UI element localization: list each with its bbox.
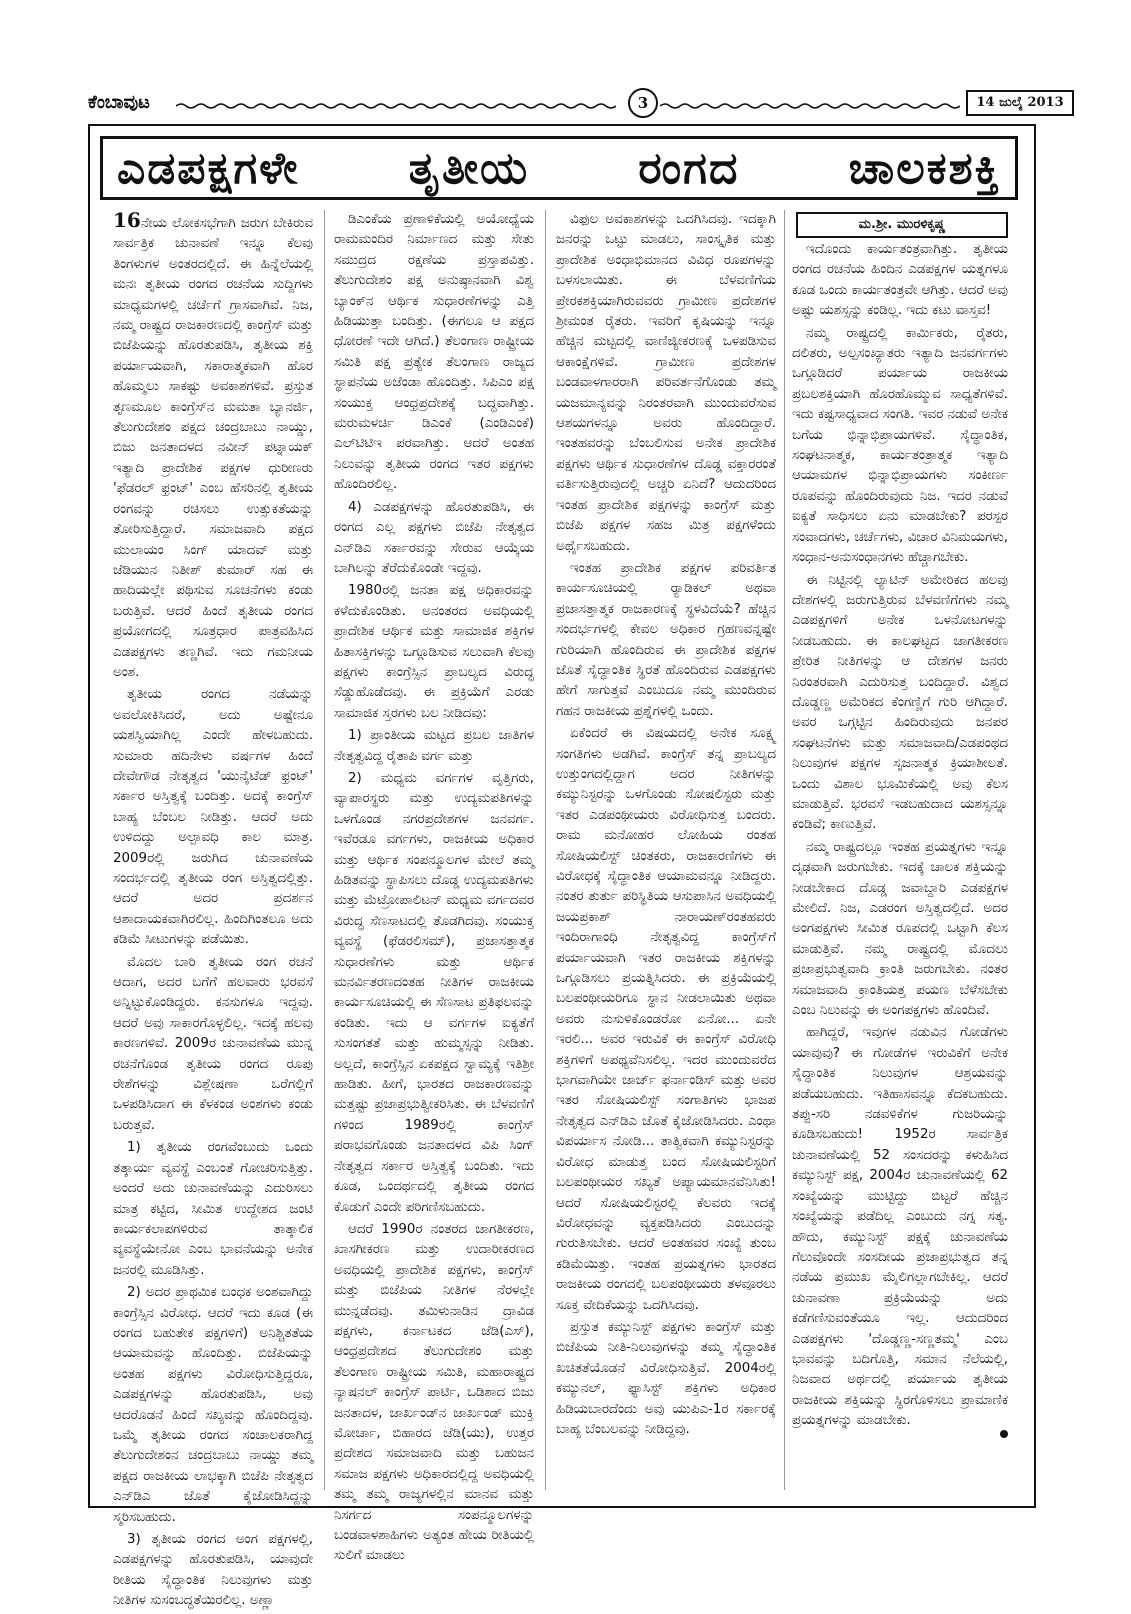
paragraph-text: 1) ಪ್ರಾಂತೀಯ ಮಟ್ಟದ ಪ್ರಬಲ ಜಾತಿಗಳ ನೇತೃತ್ವವಿದ್ದ ರೈತಾಪಿ ವರ್ಗ ಮತ್ತು [334,728,534,764]
article-paragraph [334,726,534,767]
paragraph-text: 1) ತೃತೀಯ ರಂಗವೆಂಬುದು ಒಂದು ತತ್ಕಾರ್ಯ ವ್ಯವಸ್ಥೆ ಎಂಬಂತೆ ಗೋಚರಿಸುತ್ತಿತ್ತು. ಅಂದರೆ ಅದು ಚುನಾವಣೆಯನ್ನು ಎದುರಿಸಲು ಮಾತ್ರ ಕಟ್ಟಿದ, ಸೀಮಿತ ಉದ್ದೇಶದ ಜಂಟಿ ಕಾರ್ಯಕಲಾಪಗಳಿರುವ ತಾತ್ಕಾಲಿಕ ವ್ಯವಸ್ಥೆಯೇನೋ ಎಂಬ ಭಾವನೆಯನ್ನು ಅನೇಕ ಜನರಲ್ಲಿ ಮೂಡಿಸಿತ್ತು. [113,1140,313,1278]
headline-word: ಚಾಲಕಶಕ್ತಿ [848,142,1001,194]
article-paragraph [556,559,776,722]
article-paragraph [556,1318,776,1440]
paragraph-text: ಇಂತಹ ಪ್ರಾದೇಶಿಕ ಪಕ್ಷಗಳ ಪರಿವರ್ತಿತ ಕಾರ್ಯಸೂಚಿಯಲ್ಲಿ ರ್‍ಯಾಡಿಕಲ್ ಅಥವಾ ಪ್ರಜಾಸತ್ತಾತ್ಮಕ ರಾಜಕಾರಣಕ್ಕೆ ಸ್ಥಳವಿದೆಯೆ? ಹೆಚ್ಚಿನ ಸಂದರ್ಭಗಳಲ್ಲಿ ಕೇವಲ ಅಧಿಕಾರ ಗ್ರಹಣವನ್ನಷ್ಟೇ ಗುರಿಯಾಗಿ ಹೊಂದಿರುವ ಈ ಪ್ರಾದೇಶಿಕ ಪಕ್ಷಗಳ ಜೊತೆ ಸೈದ್ಧಾಂತಿಕ ಸ್ಥಿರತೆ ಹೊಂದಿರುವ ಎಡಪಕ್ಷಗಳು ಹೇಗೆ ಸಾಗುತ್ತವೆ ಎಂಬುದೂ ನಮ್ಮ ಮುಂದಿರುವ ಗಹನ ರಾಜಕೀಯ ಪ್ರಶ್ನೆಗಳಲ್ಲಿ ಒಂದು. [556,560,776,719]
column-rule [324,210,325,1490]
article-paragraph [792,324,1008,569]
drop-cap: 16 [113,208,141,232]
article-paragraph [334,1220,534,1567]
article-end-mark [1000,1430,1008,1438]
masthead-wave-ornament [176,102,616,110]
masthead-wave-ornament-right [660,102,960,110]
paragraph-text: ಆದರೆ 1990ರ ನಂತರದ ಜಾಗತೀಕರಣ, ಖಾಸಗೀಕರಣ ಮತ್ತು ಉದಾರೀಕರಣದ ಅವಧಿಯಲ್ಲಿ ಪ್ರಾದೇಶಿಕ ಪಕ್ಷಗಳು, ಕಾಂಗ್ರೆಸ್ ಮತ್ತು ಬಿಜೆಪಿಯ ನೀತಿಗಳ ನೆರಳಲ್ಲೇ ಮುನ್ನಡೆದವು. ತಮಿಳುನಾಡಿನ ದ್ರಾವಿಡ ಪಕ್ಷಗಳು, ಕರ್ನಾಟಕದ ಜೆಡಿ(ಎಸ್), ಆಂಧ್ರಪ್ರದೇಶದ ತೆಲುಗುದೇಶಂ ಮತ್ತು ತೆಲಂಗಾಣ ರಾಷ್ಟ್ರೀಯ ಸಮಿತಿ, ಮಹಾರಾಷ್ಟ್ರದ ನ್ಯಾಷನಲ್ ಕಾಂಗ್ರೆಸ್ ಪಾರ್ಟಿ, ಒಡಿಶಾದ ಬಿಜು ಜನತಾದಳ, ಜಾರ್ಖಂಡ್‌ನ ಜಾರ್ಖಂಡ್ ಮುಕ್ತಿ ಮೋರ್ಚಾ, ಬಿಹಾರದ ಜೆಡಿ(ಯು), ಉತ್ತರ ಪ್ರದೇಶದ ಸಮಾಜವಾದಿ ಮತ್ತು ಬಹುಜನ ಸಮಾಜ ಪಕ್ಷಗಳು ಅಧಿಕಾರದಲ್ಲಿದ್ದ ಅವಧಿಯಲ್ಲಿ ತಮ್ಮ ತಮ್ಮ ರಾಜ್ಯಗಳಲ್ಲಿನ ಮಾನವ ಮತ್ತು ನಿಸರ್ಗದ ಸಂಪನ್ಮೂಲಗಳನ್ನು ಬಂಡವಾಳಶಾಹಿಗಳು ಅತ್ಯಂತ ಹೇಯ ರೀತಿಯಲ್ಲಿ ಸುಲಿಗೆ ಮಾಡಲು [334,1221,534,1564]
paragraph-text: ವಿಫುಲ ಅವಕಾಶಗಳನ್ನು ಒದಗಿಸಿದವು. ಇದಕ್ಕಾಗಿ ಜನರನ್ನು ಒಟ್ಟು ಮಾಡಲು, ಸಾಂಸ್ಕೃತಿಕ ಮತ್ತು ಪ್ರಾದೇಶಿಕ ಅಂಧಾಭಿಮಾನದ ವಿವಿಧ ರೂಪಗಳನ್ನು ಬಳಸಲಾಯಿತು. ಈ ಬೆಳವಣಿಗೆಯ ಪ್ರೇರಕಶಕ್ತಿಯಾಗಿರುವವರು ಗ್ರಾಮೀಣ ಪ್ರದೇಶಗಳ ಶ್ರೀಮಂತ ರೈತರು. ಇವರಿಗೆ ಕೃಷಿಯನ್ನು ಇನ್ನೂ ಹೆಚ್ಚಿನ ಮಟ್ಟದಲ್ಲಿ ವಾಣಿಜ್ಯೀಕರಣಕ್ಕೆ ಒಳಪಡಿಸುವ ಆಕಾಂಕ್ಷೆಗಳಿವೆ. ಗ್ರಾಮೀಣ ಪ್ರದೇಶಗಳ ಬಂಡವಾಳಗಾರರಾಗಿ ಪರಿವರ್ತನೆಗೊಂಡು ತಮ್ಮ ಯಜಮಾನ್ಯವನ್ನು ನಿರಂತರವಾಗಿ ಮುಂದುವರೆಸುವ ಆಶಯಗಳನ್ನೂ ಅವರು ಹೊಂದಿದ್ದಾರೆ. ಇಂತಹವರನ್ನು ಬೆಂಬಲಿಸುವ ಅನೇಕ ಪ್ರಾದೇಶಿಕ ಪಕ್ಷಗಳು ಆರ್ಥಿಕ ಸುಧಾರಣೆಗಳ ದೊಡ್ಡ ವಕ್ತಾರರಂತೆ ವರ್ತಿಸುತ್ತಿರುವುದಲ್ಲಿ ಅಚ್ಚರಿ ಏನಿದೆ? ಆದುದರಿಂದ ಇಂತಹ ಪ್ರಾದೇಶಿಕ ಪಕ್ಷಗಳನ್ನು ಕಾಂಗ್ರೆಸ್ ಮತ್ತು ಬಿಜೆಪಿ ಪಕ್ಷಗಳ ಸಹಜ ಮಿತ್ರ ಪಕ್ಷಗಳೆಂದು ಅರ್ಥೈಸಬಹುದು. [556,212,776,554]
paragraph-text: ತೃತೀಯ ರಂಗದ ನಡೆಯನ್ನು ಅವಲೋಕಿಸಿದರೆ, ಅದು ಅಷ್ಟೇನೂ ಯಶಸ್ವಿಯಾಗಿಲ್ಲ ಎಂದೇ ಹೇಳಬಹುದು. ಸುಮಾರು ಹದಿನೇಳು ವರ್ಷಗಳ ಹಿಂದೆ ದೇವೇಗೌಡ ನೇತೃತ್ವದ 'ಯುನೈಟೆಡ್ ಫ್ರಂಟ್' ಸರ್ಕಾರ ಅಸ್ತಿತ್ವಕ್ಕೆ ಬಂದಿತ್ತು. ಅದಕ್ಕೆ ಕಾಂಗ್ರೆಸ್ ಬಾಹ್ಯ ಬೆಂಬಲ ನೀಡಿತ್ತು. ಆದರೆ ಅದು ಉಳಿದದ್ದು ಅಲ್ಪಾವಧಿ ಕಾಲ ಮಾತ್ರ. 2009ರಲ್ಲಿ ಜರುಗಿದ ಚುನಾವಣೆಯ ಸಂದರ್ಭದಲ್ಲಿ ತೃತೀಯ ರಂಗ ಅಸ್ತಿತ್ವದಲ್ಲಿತ್ತು. ಆದರೆ ಅದರ ಪ್ರದರ್ಶನ ಆಶಾದಾಯಕವಾಗಿರಲಿಲ್ಲ. ಹಿಂದಿಗಿಂತಲೂ ಅದು ಕಡಿಮೆ ಸೀಟುಗಳನ್ನು ಪಡೆಯಿತು. [113,687,313,948]
paragraph-text: ಹಾಗಿದ್ದರೆ, ಇವುಗಳ ನಡುವಿನ ಗೋಡೆಗಳು ಯಾವುವು? ಈ ಗೋಡೆಗಳ ಇರುವಿಕೆಗೆ ಅನೇಕ ಸೈದ್ಧಾಂತಿಕ ನಿಲುವುಗಳ ಆಶ್ರಯವನ್ನು ಪಡೆಯಬಹುದು. ಇತಿಹಾಸವನ್ನೂ ಕೆದಕಬಹುದು. ತಪ್ಪು-ಸರಿ ನಡವಳಿಕೆಗಳ ಗುಜರಿಯನ್ನು ಕೂಡಿಸಬಹುದು! 1952ರ ಸಾರ್ವತ್ರಿಕ ಚುನಾವಣೆಯಲ್ಲಿ 52 ಸಂಸದರನ್ನು ಕಳುಹಿಸಿದ ಕಮ್ಯುನಿಸ್ಟ್ ಪಕ್ಷ, 2004ರ ಚುನಾವಣೆಯಲ್ಲಿ 62 ಸಂಖ್ಯೆಯನ್ನು ಮುಟ್ಟಿದ್ದು ಬಿಟ್ಟರೆ ಹೆಚ್ಚಿನ ಸಂಖ್ಯೆಯನ್ನು ಪಡೆದಿಲ್ಲ ಎಂಬುದು ನಗ್ನ ಸತ್ಯ. ಹೌದು, ಕಮ್ಯುನಿಸ್ಟ್ ಪಕ್ಷಕ್ಕೆ ಚುನಾವಣೆಯ ಗೆಲುವೊಂದೇ ಸಂಸದೀಯ ಪ್ರಜಾಪ್ರಭುತ್ವದ ತನ್ನ ನಡೆಯ ಪ್ರಮುಖ ಮೈಲಿಗಲ್ಲಾಗಬೇಕಿಲ್ಲ. ಆದರೆ ಚುನಾವಣಾ ಪ್ರಕ್ರಿಯೆಯನ್ನು ಅದು ಕಡೆಗಣಿಸುವಂತೆಯೂ ಇಲ್ಲ. ಆದುದರಿಂದ ಎಡಪಕ್ಷಗಳು 'ದೊಡ್ಡಣ್ಣ-ಸಣ್ಣತಮ್ಮ' ಎಂಬ ಭಾವವನ್ನು ಬದಿಗೊತ್ತಿ, ಸಮಾನ ನೆಲೆಯಲ್ಲಿ, ನಿಜವಾದ ಅರ್ಥದಲ್ಲಿ ಪರ್ಯಾಯ ತೃತೀಯ ರಾಜಕೀಯ ಶಕ್ತಿಯನ್ನು ಸ್ಥಿರಗೊಳಿಸಲು ಪ್ರಾಮಾಣಿಕ ಪ್ರಯತ್ನಗಳನ್ನು ಮಾಡಬೇಕು. [792,1025,1008,1429]
article-paragraph [334,498,534,580]
article-column-1 [113,210,313,1614]
article-paragraph [792,240,1008,322]
headline-word: ಎಡಪಕ್ಷಗಳೇ [117,142,300,194]
article-column-4 [792,240,1008,1434]
paragraph-text: ಮೊದಲ ಬಾರಿ ತೃತೀಯ ರಂಗ ರಚನೆ ಆದಾಗ, ಅದರ ಬಗೆಗೆ ಹಲವಾರು ಭರವಸೆ ಅನ್ನಿಟ್ಟುಕೊಂಡಿದ್ದರು. ಕನಸುಗಳೂ ಇದ್ದವು. ಆದರೆ ಅವು ಸಾಕಾರಗೊಳ್ಳಲಿಲ್ಲ. ಇದಕ್ಕೆ ಹಲವು ಕಾರಣಗಳಿವೆ. 2009ರ ಚುನಾವಣೆಯ ಮುನ್ನ ರಚನೆಗೊಂಡ ತೃತೀಯ ರಂಗದ ರೂಪು ರೇಶೆಗಳನ್ನು ವಿಶ್ಲೇಷಣಾ ಒರೆಗಲ್ಲಿಗೆ ಒಳಪಡಿಸಿದಾಗ ಈ ಕೆಳಕಂಡ ಅಂಶಗಳು ಕಂಡು ಬರುತ್ತವೆ. [113,954,313,1133]
paragraph-text: ನಮ್ಮ ರಾಷ್ಟ್ರದಲ್ಲಿ ಕಾರ್ಮಿಕರು, ರೈತರು, ದಲಿತರು, ಅಲ್ಪಸಂಖ್ಯಾತರು ಇತ್ಯಾದಿ ಜನವರ್ಗಗಳು ಒಗ್ಗೂಡಿದರೆ ಪರ್ಯಾಯ ರಾಜಕೀಯ ಪ್ರಬಲಶಕ್ತಿಯಾಗಿ ಹೊರಹೊಮ್ಮುವ ಸಾಧ್ಯತೆಗಳಿವೆ. ಇದು ಕಷ್ಟಸಾಧ್ಯವಾದ ಸಂಗತಿ. ಇವರ ನಡುವೆ ಅನೇಕ ಬಗೆಯ ಭಿನ್ನಾಭಿಪ್ರಾಯಗಳಿವೆ. ಸೈದ್ಧಾಂತಿಕ, ಸಂಘಟನಾತ್ಮಕ, ಕಾರ್ಯತಂತ್ರಾತ್ಮಕ ಇತ್ಯಾದಿ ಆಯಾಮಗಳ ಭಿನ್ನಾಭಿಪ್ರಾಯಗಳು ಸಂಕೀರ್ಣ ರೂಪವನ್ನು ಹೊಂದಿರುವುದು ನಿಜ. ಇದರ ನಡುವೆ ಐಕ್ಯತೆ ಸಾಧಿಸಲು ಏನು ಮಾಡಬೇಕು? ಪರಸ್ಪರ ಸಂವಾದಗಳು, ಚರ್ಚೆಗಳು, ವಿಚಾರ ವಿನಿಮಯಗಳು, ಸಂಧಾನ-ಅನುಸಂಧಾನಗಳು ಹೆಚ್ಚಾಗಬೇಕು. [792,325,1008,566]
article-paragraph [113,1283,313,1528]
article-paragraph [334,769,534,1218]
paragraph-text: 1980ರಲ್ಲಿ ಜನತಾ ಪಕ್ಷ ಅಧಿಕಾರವನ್ನು ಕಳೆದುಕೊಂಡಿತು. ಅನಂತರದ ಅವಧಿಯಲ್ಲಿ ಪ್ರಾದೇಶಿಕ ಆರ್ಥಿಕ ಮತ್ತು ಸಾಮಾಜಿಕ ಶಕ್ತಿಗಳ ಹಿತಾಸಕ್ತಿಗಳನ್ನು ಒಗ್ಗೂಡಿಸುವ ಸಲುವಾಗಿ ಕೆಲವು ಪಕ್ಷಗಳು ಕಾಂಗ್ರೆಸ್ಸಿನ ಪ್ರಾಬಲ್ಯದ ವಿರುದ್ಧ ಸೆಡ್ಡುಹೊಡೆದವು. ಈ ಪ್ರಕ್ರಿಯೆಗೆ ಎರಡು ಸಾಮಾಜಿಕ ಸ್ತರಗಳು ಬಲ ನೀಡಿದವು: [334,583,534,721]
article-headline [100,136,1018,200]
article-paragraph [792,571,1008,836]
page-number-badge: 3 [628,88,658,118]
paragraph-text: 3) ತೃತೀಯ ರಂಗದ ಅಂಗ ಪಕ್ಷಗಳಲ್ಲಿ, ಎಡಪಕ್ಷಗಳನ್ನು ಹೊರತುಪಡಿಸಿ, ಯಾವುದೇ ರೀತಿಯ ಸೈದ್ಧಾಂತಿಕ ನಿಲುವುಗಳು ಮತ್ತು ನೀತಿಗಳ ಸುಸಂಬದ್ಧತೆಯಿರಲಿಲ್ಲ. ಅಣ್ಣಾ [113,1532,313,1609]
paragraph-text: ಡಿಎಂಕೆಯ ಪ್ರಣಾಳಿಕೆಯಲ್ಲಿ ಅಯೋಧ್ಯೆಯ ರಾಮಮಂದಿರ ನಿರ್ಮಾಣದ ಮತ್ತು ಸೇತು ಸಮುದ್ರದ ರಕ್ಷಣೆಯ ಪ್ರಸ್ತಾಪವಿತ್ತು. ತೆಲುಗುದೇಶಂ ಪಕ್ಷ ಅನುಷ್ಠಾನವಾಗಿ ವಿಶ್ವ ಬ್ಯಾಂಕ್‌ನ ಆರ್ಥಿಕ ಸುಧಾರಣೆಗಳನ್ನು ಎತ್ತಿ ಹಿಡಿಯುತ್ತಾ ಬಂದಿತ್ತು. (ಈಗಲೂ ಆ ಪಕ್ಷದ ಧೋರಣೆ ಇದೇ ಆಗಿದೆ.) ತೆಲಂಗಾಣ ರಾಷ್ಟ್ರೀಯ ಸಮಿತಿ ಪಕ್ಷ ಪ್ರತ್ಯೇಕ ತೆಲಂಗಾಣ ರಾಜ್ಯದ ಸ್ಥಾಪನೆಯ ಅಜೆಂಡಾ ಹೊಂದಿತ್ತು. ಸಿಪಿಎಂ ಪಕ್ಷ ಸಂಯುಕ್ತ ಆಂಧ್ರಪ್ರದೇಶಕ್ಕೆ ಬದ್ಧವಾಗಿತ್ತು. ಮರುಮಳರ್ಚಿ ಡಿಎಂಕೆ (ಎಂಡಿಎಂಕೆ) ಎಲ್‌ಟಿಟಿಇ ಪರವಾಗಿತ್ತು. ಆದರೆ ಅಂತಹ ನಿಲುವನ್ನು ತೃತೀಯ ರಂಗದ ಇತರ ಪಕ್ಷಗಳು ಹೊಂದಿರಲಿಲ್ಲ. [334,212,534,493]
article-paragraph [792,1023,1008,1431]
article-paragraph [556,724,776,1316]
headline-word: ತೃತೀಯ [408,142,530,194]
masthead [88,88,1064,118]
article-column-3 [556,210,776,1442]
issue-date: 14 ಜುಲೈ 2013 [966,90,1074,116]
paragraph-text: 2) ಅದರ ಪ್ರಾಥಮಿಕ ಬಂಧಕ ಅಂಶವಾಗಿದ್ದು ಕಾಂಗ್ರೆಸ್ಸಿನ ವಿರೋಧ. ಆದರೆ ಇದು ಕೂಡ (ಈ ರಂಗದ ಬಹುತೇಕ ಪಕ್ಷಗಳಿಗೆ) ಅನಿಶ್ಚಿತತೆಯ ಆಯಾಮವನ್ನು ಹೊಂದಿತ್ತು. ಬಿಜೆಪಿಯನ್ನು ಅಂತಹ ಪಕ್ಷಗಳು ವಿರೋಧಿಸುತ್ತಿದ್ದರೂ, ಎಡಪಕ್ಷಗಳನ್ನು ಹೊರತುಪಡಿಸಿ, ಅವು ಆದರೊಡನೆ ಹಿಂದೆ ಸಖ್ಯವನ್ನು ಹೊಂದಿದ್ದವು. ಒಮ್ಮೆ ತೃತೀಯ ರಂಗದ ಸಂಚಾಲಕರಾಗಿದ್ದ ತೆಲುಗುದೇಶಂನ ಚಂದ್ರಬಾಬು ನಾಯ್ಡು ತಮ್ಮ ಪಕ್ಷದ ರಾಜಕೀಯ ಲಾಭಕ್ಕಾಗಿ ಬಿಜೆಪಿ ನೇತೃತ್ವದ ಎನ್‌ಡಿಎ ಜೊತೆ ಕೈಜೋಡಿಸಿದ್ದನ್ನು ಸ್ಮರಿಸಬಹುದು. [113,1285,313,1525]
article-column-2 [334,210,534,1569]
author-byline: ಮ.ಶ್ರೀ. ಮುರಳಿಕೃಷ್ಣ [796,212,1008,238]
paragraph-text: 2) ಮಧ್ಯಮ ವರ್ಗಗಳ ವೃತ್ತಿಗರು, ವ್ಯಾಪಾರಸ್ಥರು ಮತ್ತು ಉದ್ಯಮಪತಿಗಳನ್ನು ಒಳಗೊಂಡ ನಗರಪ್ರದೇಶಗಳ ಜನವರ್ಗ. ಇವೆರಡೂ ವರ್ಗಗಳು, ರಾಜಕೀಯ ಅಧಿಕಾರ ಮತ್ತು ಆರ್ಥಿಕ ಸಂಪನ್ಮೂಲಗಳ ಮೇಲೆ ತಮ್ಮ ಹಿಡಿತವನ್ನು ಸ್ಥಾಪಿಸಲು ದೊಡ್ಡ ಉದ್ಯಮಪತಿಗಳು ಮತ್ತು ಮೆಟ್ರೋಪಾಲಿಟನ್ ಮಧ್ಯಮ ವರ್ಗದವರ ವಿರುದ್ಧ ಸೆಣಸಾಟದಲ್ಲಿ ತೊಡಗಿದವು. ಸಂಯುಕ್ತ ವ್ಯವಸ್ಥೆ (ಫೆಡರಲಿಸಮ್), ಪ್ರಜಾಸತ್ತಾತ್ಮಕ ಸುಧಾರಣೆಗಳು ಮತ್ತು ಆರ್ಥಿಕ ಮನರ್ವಿತರಣದಂತಹ ನೀತಿಗಳ ರಾಜಕೀಯ ಕಾರ್ಯಸೂಚಿಯಲ್ಲಿ ಈ ಸೆಣಸಾಟ ಪ್ರತಿಫಲವನ್ನು ಕಂಡಿತು. ಇದು ಆ ವರ್ಗಗಳ ಐಕ್ಯತೆಗೆ ಸುಸಂಗತತೆ ಮತ್ತು ಹುಮ್ಮಸ್ಸನ್ನು ನೀಡಿತು. ಅಲ್ಲದೆ, ಕಾಂಗ್ರೆಸ್ಸಿನ ಏಕಪಕ್ಷದ ಸ್ವಾಮ್ಯಕ್ಕೆ ಇತಿಶ್ರೀ ಹಾಡಿತು. ಹೀಗೆ, ಭಾರತದ ರಾಜಕಾರಣವನ್ನು ಮತ್ತಷ್ಟು ಪ್ರಜಾಪ್ರಭುತ್ವೀಕರಿಸಿತು. ಈ ಬೆಳವಣಿಗೆ ಗಳಿಂದ 1989ರಲ್ಲಿ ಕಾಂಗ್ರೆಸ್ ಪರಾಭವಗೊಂಡು ಜನತಾದಳದ ವಿಪಿ ಸಿಂಗ್ ನೇತೃತ್ವದ ಸರ್ಕಾರ ಅಸ್ತಿತ್ವಕ್ಕೆ ಬಂದಿತು. ಇದು ಕೂಡ, ಒಂದರ್ಥದಲ್ಲಿ ತೃತೀಯ ರಂಗದ ಕೊಡುಗೆ ಎಂದೇ ಪರಿಗಣಿಸಬಹುದು. [334,770,534,1215]
article-paragraph [113,210,313,683]
article-paragraph [792,838,1008,1022]
paragraph-text: ಪ್ರಸ್ತುತ ಕಮ್ಯುನಿಸ್ಟ್ ಪಕ್ಷಗಳು ಕಾಂಗ್ರೆಸ್ ಮತ್ತು ಬಿಜೆಪಿಯ ನೀತಿ-ನಿಲುವುಗಳನ್ನು ತಮ್ಮ ಸೈದ್ಧಾಂತಿಕ ಖಚಿತತೆಯೊಡನೆ ವಿರೋಧಿಸುತ್ತಿವೆ. 2004ರಲ್ಲಿ ಕಮ್ಯುನಲ್, ಫ್ಯಾಸಿಸ್ಟ್ ಶಕ್ತಿಗಳು ಅಧಿಕಾರ ಹಿಡಿಯಬಾರದೆಂದು ಅವು ಯುಪಿಎ-1ರ ಸರ್ಕಾರಕ್ಕೆ ಬಾಹ್ಯ ಬೆಂಬಲವನ್ನು ನೀಡಿದ್ದವು. [556,1319,776,1437]
paragraph-text: ಏಕೆಂದರೆ ಈ ವಿಷಯದಲ್ಲಿ ಅನೇಕ ಸೂಕ್ಷ್ಮ ಸಂಗತಿಗಳು ಅಡಗಿವೆ. ಕಾಂಗ್ರೆಸ್ ತನ್ನ ಪ್ರಾಬಲ್ಯದ ಉತ್ತುಂಗದಲ್ಲಿದ್ದಾಗ ಅದರ ನೀತಿಗಳನ್ನು ಕಮ್ಯುನಿಸ್ಟರನ್ನು ಒಳಗೊಂಡು ಸೋಷಲಿಸ್ಟರು ಮತ್ತು ಇತರ ಎಡಪಂಥೀಯರು ವಿರೋಧಿಸುತ್ತ ಬಂದರು. ರಾಮ ಮನೋಹರ ಲೋಹಿಯ ರಂತಹ ಸೋಷಿಯಲಿಸ್ಟ್ ಚಿಂತಕರು, ರಾಜಕಾರಣಿಗಳು ಈ ವಿರೋಧಕ್ಕೆ ಸೈದ್ಧಾಂತಿಕ ಆಯಾಮವನ್ನೂ ನೀಡಿದ್ದರು. ನಂತರ ತುರ್ತು ಪರಿಸ್ಥಿತಿಯ ಆಸುಪಾಸಿನ ಅವಧಿಯಲ್ಲಿ ಜಯಪ್ರಕಾಶ್ ನಾರಾಯಣ್‌ರಂತಹವರು ಇಂದಿರಾಗಾಂಧಿ ನೇತೃತ್ವವಿದ್ದ ಕಾಂಗ್ರೆಸ್‌ಗೆ ಪರ್ಯಾಯವಾಗಿ ಇತರ ರಾಜಕೀಯ ಶಕ್ತಿಗಳನ್ನು ಒಗ್ಗೂಡಿಸಲು ಪ್ರಯತ್ನಿಸಿದರು. ಈ ಪ್ರಕ್ರಿಯೆಯಲ್ಲಿ ಬಲಪಂಥೀಯರಿಗೂ ಸ್ಥಾನ ನೀಡಲಾಯಿತು ಅಥವಾ ಅವರು ನುಸುಳಿಕೊಂಡರೋ ಏನೋ... ಏನೇ ಇರಲಿ... ಅವರ ಇರುವಿಕೆ ಈ ಕಾಂಗ್ರೆಸ್ ವಿರೋಧಿ ಶಕ್ತಿಗಳಿಗೆ ಅಪಥ್ಯವೆನಿಸಲಿಲ್ಲ. ಇದರ ಮುಂದುವರೆದ ಭಾಗವಾಗಿಯೇ ಜಾರ್ಜ್ ಫರ್ನಾಂಡಿಸ್ ಮತ್ತು ಅವರ ಇತರ ಸೋಷಿಯಲಿಸ್ಟ್ ಸಂಗಾತಿಗಳು ಭಾಜಪ ನೇತೃತ್ವದ ಎನ್‌ಡಿಎ ಜೊತೆ ಕೈಜೋಡಿಸಿದರು. ಎಂಥಾ ವಿಪರ್ಯಾಸ ನೋಡಿ... ತಾತ್ವಿಕವಾಗಿ ಕಮ್ಯುನಿಸ್ಟರನ್ನು ವಿರೋಧ ಮಾಡುತ್ತ ಬಂದ ಸೋಷಿಯಲಿಸ್ಟರಿಗೆ ಬಲಪಂಥೀಯರ ಸಖ್ಯತೆ ಅಪ್ಯಾಯಮಾನವೆನಿಸಿತು! ಆದರೆ ಸೋಷಿಯಲಿಸ್ಟರಲ್ಲಿ ಕೆಲವರು ಇದಕ್ಕೆ ವಿರೋಧವನ್ನು ವ್ಯಕ್ತಪಡಿಸಿದರು ಎಂಬುದನ್ನು ಗುರುತಿಸಬೇಕು. ಆದರೆ ಅಂತಹವರ ಸಂಖ್ಯೆ ತುಂಬ ಕಡಿಮೆಯಿತ್ತು. ಇಂತಹ ಪ್ರಯತ್ನಗಳು ಭಾರತದ ರಾಜಕೀಯ ರಂಗದಲ್ಲಿ ಬಲಪಂಥೀಯರು ತಳವೂರಲು ಸೂಕ್ತ ವೇದಿಕೆಯನ್ನು ಒದಗಿಸಿದವು. [556,726,776,1313]
newspaper-name: ಕೆಂಬಾವುಟ [88,92,150,113]
paragraph-text: 4) ಎಡಪಕ್ಷಗಳನ್ನು ಹೊರತುಪಡಿಸಿ, ಈ ರಂಗದ ಎಲ್ಲ ಪಕ್ಷಗಳು ಬಿಜೆಪಿ ನೇತೃತ್ವದ ಎನ್‌ಡಿಎ ಸರ್ಕಾರವನ್ನು ಸೇರುವ ಆಯ್ಕೆಯ ಬಾಗಿಲನ್ನು ತೆರೆದುಕೊಂಡೇ ಇದ್ದವು. [334,499,534,576]
column-rule [545,210,546,1490]
paragraph-text: ಈ ನಿಟ್ಟಿನಲ್ಲಿ ಲ್ಯಾಟಿನ್ ಅಮೇರಿಕದ ಹಲವು ದೇಶಗಳಲ್ಲಿ ಜರುಗುತ್ತಿರುವ ಬೆಳವಣಿಗೆಗಳು ನಮ್ಮ ಎಡಪಕ್ಷಗಳಿಗೆ ಅನೇಕ ಒಳನೋಟಗಳನ್ನು ನೀಡಬಹುದು. ಈ ಕಾಲಘಟ್ಟದ ಜಾಗತೀಕರಣ ಪ್ರೇರಿತ ನೀತಿಗಳನ್ನು ಆ ದೇಶಗಳ ಜನರು ನಿರಂತರವಾಗಿ ಎದುರಿಸುತ್ತ ಬಂದಿದ್ದಾರೆ. ವಿಶ್ವದ ದೊಡ್ಡಣ್ಣ ಅಮೆರಿಕದ ಕೆಂಗಣ್ಣಿಗೆ ಗುರಿ ಆಗಿದ್ದಾರೆ. ಅವರ ಒಗ್ಗಟ್ಟಿನ ಹಿಂದಿರುವುದು ಜನಪರ ಸಂಘಟನೆಗಳು ಮತ್ತು ಸಮಾಜವಾದಿ/ಎಡಪಂಥದ ನಿಲುವುಗಳ ಪಕ್ಷಗಳ ಸೃಜನಾತ್ಮಕ ಕ್ರಿಯಾಶೀಲತೆ. ಒಂದು ವಿಶಾಲ ಭೂಮಿಕೆಯಲ್ಲಿ ಅವು ಕೆಲಸ ಮಾಡುತ್ತಿವೆ. ಭರವಸೆ ಇಡಬಹುದಾದ ಯಶಸ್ಸನ್ನೂ ಕಂಡಿವೆ; ಕಾಣುತ್ತಿವೆ. [792,572,1008,833]
column-rule [784,210,785,1490]
article-paragraph [556,210,776,557]
paragraph-text: ನಮ್ಮ ರಾಷ್ಟ್ರದಲ್ಲೂ ಇಂತಹ ಪ್ರಯತ್ನಗಳು ಇನ್ನೂ ದೃಢವಾಗಿ ಜರುಗಬೇಕು. ಇದಕ್ಕೆ ಚಾಲಕ ಶಕ್ತಿಯನ್ನು ನೀಡಬೇಕಾದ ದೊಡ್ಡ ಜವಾಬ್ದಾರಿ ಎಡಪಕ್ಷಗಳ ಮೇಲಿದೆ. ನಿಜ, ಎಡರಂಗ ಅಸ್ತಿತ್ವದಲ್ಲಿದೆ. ಅದರ ಅಂಗಪಕ್ಷಗಳು ಸೀಮಿತ ರೂಪದಲ್ಲಿ ಒಟ್ಟಾಗಿ ಕೆಲಸ ಮಾಡುತ್ತಿವೆ. ನಮ್ಮ ರಾಷ್ಟ್ರದಲ್ಲಿ ಮೊದಲು ಪ್ರಜಾಪ್ರಭುತ್ವವಾದಿ ಕ್ರಾಂತಿ ಜರುಗಬೇಕು. ನಂತರ ಸಮಾಜವಾದಿ ಕ್ರಾಂತಿಯತ್ತ ಪಯಣ ಬೆಳೆಸಬೇಕು ಎಂಬ ನಿಲುವನ್ನು ಈ ಅಂಗಪಕ್ಷಗಳು ಹೊಂದಿವೆ. [792,839,1008,1019]
article-paragraph [113,1138,313,1281]
article-paragraph [334,581,534,724]
headline-word: ರಂಗದ [638,142,740,194]
article-paragraph [113,1530,313,1612]
article-paragraph [113,953,313,1137]
paragraph-text: ಇದೊಂದು ಕಾರ್ಯತಂತ್ರವಾಗಿತ್ತು. ತೃತೀಯ ರಂಗದ ರಚನೆಯ ಹಿಂದಿನ ಎಡಪಕ್ಷಗಳ ಯತ್ನಗಳೂ ಕೂಡ ಒಂದು ಕಾರ್ಯತಂತ್ರವೇ ಆಗಿತ್ತು. ಆದರೆ ಅವು ಅಷ್ಟು ಯಶಸ್ಸನ್ನು ಕಂಡಿಲ್ಲ. ಇದು ಕಟು ವಾಸ್ತವ! [792,242,1008,319]
article-paragraph [113,685,313,950]
paragraph-text: ನೇಯ ಲೋಕಸಭೆಗಾಗಿ ಜರುಗ ಬೇಕಿರುವ ಸಾರ್ವತ್ರಿಕ ಚುನಾವಣೆ ಇನ್ನೂ ಕೆಲವು ತಿಂಗಳುಗಳ ಅಂತರದಲ್ಲಿದೆ. ಈ ಹಿನ್ನೆಲೆಯಲ್ಲಿ ಮನಃ ತೃತೀಯ ರಂಗದ ರಚನೆಯ ಸುದ್ದಿಗಳು ಮಾಧ್ಯಮಗಳಲ್ಲಿ ಚರ್ಚೆಗೆ ಗ್ರಾಸವಾಗಿವೆ. ನಿಜ, ನಮ್ಮ ರಾಷ್ಟ್ರದ ರಾಜಕಾರಣದಲ್ಲಿ ಕಾಂಗ್ರೆಸ್ ಮತ್ತು ಬಿಜೆಪಿಯನ್ನು ಹೊರತುಪಡಿಸಿ, ತೃತೀಯ ಶಕ್ತಿ ಪರ್ಯಾಯವಾಗಿ, ಸಕಾರಾತ್ಮಕವಾಗಿ ಹೊರ ಹೊಮ್ಮಲು ಸಾಕಷ್ಟು ಅವಕಾಶಗಳಿವೆ. ಪ್ರಸ್ತುತ ತೃಣಮೂಲ ಕಾಂಗ್ರೆಸ್‌ನ ಮಮತಾ ಬ್ಯಾನರ್ಜಿ, ತೆಲುಗುದೇಶಂ ಪಕ್ಷದ ಚಂದ್ರಬಾಬು ನಾಯ್ಡು, ಬಿಜು ಜನತಾದಳದ ನವೀನ್ ಪಟ್ನಾಯಕ್ ಇತ್ಯಾದಿ ಪ್ರಾದೇಶಿಕ ಪಕ್ಷಗಳ ಧುರೀಣರು 'ಫೆಡರಲ್ ಫ್ರಂಟ್' ಎಂಬ ಹೆಸರಿನಲ್ಲಿ ತೃತೀಯ ರಂಗವನ್ನು ರಚಿಸಲು ಉತ್ಸುಕತೆಯನ್ನು ತೋರಿಸುತ್ತಿದ್ದಾರೆ. ಸಮಾಜವಾದಿ ಪಕ್ಷದ ಮುಲಾಯಂ ಸಿಂಗ್ ಯಾದವ್ ಮತ್ತು ಜೆಡಿಯುನ ನಿತೀಶ್ ಕುಮಾರ್ ಸಹ ಈ ಹಾದಿಯಲ್ಲೇ ಪಥಿಸುವ ಸೂಚನೆಗಳು ಕಂಡು ಬರುತ್ತಿವೆ. ಆದರೆ ಹಿಂದೆ ತೃತೀಯ ರಂಗದ ಪ್ರಯೋಗದಲ್ಲಿ ಸೂತ್ರಧಾರ ಪಾತ್ರವಹಿಸಿದ ಎಡಪಕ್ಷಗಳು ತಣ್ಣಗಿವೆ. ಇದು ಗಮನೀಯ ಅಂಶ. [113,216,313,680]
article-paragraph [334,210,534,496]
